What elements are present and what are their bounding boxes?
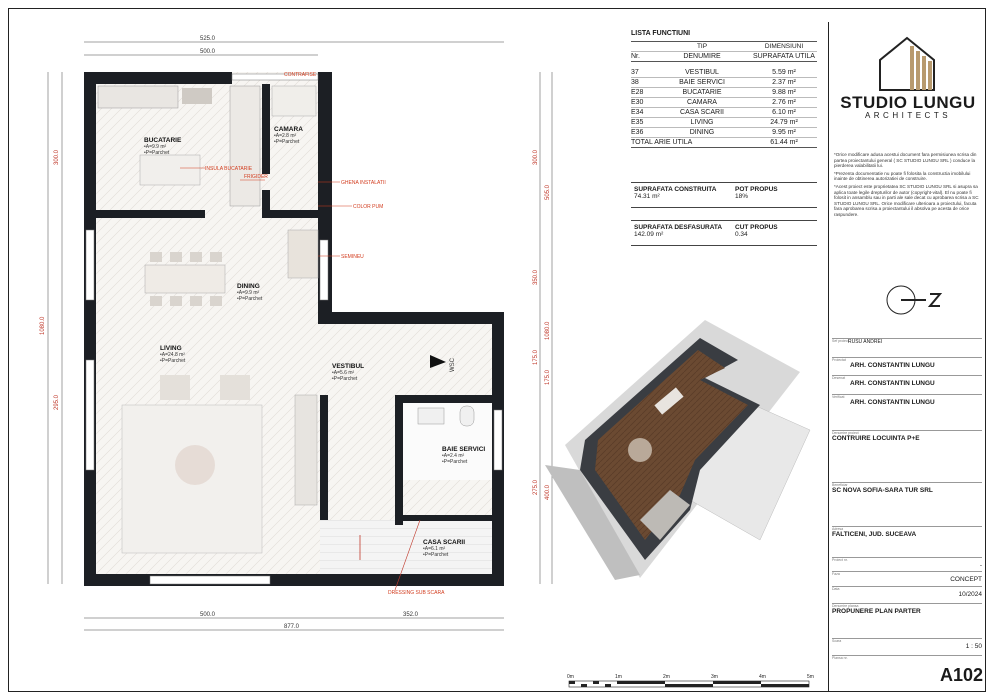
svg-text:•A=5.6 m²: •A=5.6 m² — [332, 370, 355, 376]
svg-text:4m: 4m — [759, 674, 766, 680]
note-dressing: DRESSING SUB SCARA — [388, 590, 445, 596]
svg-text:LIVING: LIVING — [160, 345, 182, 352]
svg-text:0m: 0m — [567, 674, 574, 680]
table-header-row: TIP DIMENSIUNI — [631, 41, 817, 52]
table-header-row: Nr. DENUMIRE SUPRAFATA UTILA — [631, 52, 817, 62]
svg-text:BAIE SERVICI: BAIE SERVICI — [442, 446, 486, 453]
field-sef-proiect: Sef proiect RUSU ANDREI — [832, 338, 982, 345]
north-arrow-icon — [886, 283, 946, 317]
divider — [631, 182, 817, 183]
dim-left-1: 300.0 — [54, 149, 60, 165]
svg-text:CASA SCARII: CASA SCARII — [423, 539, 466, 546]
divider — [631, 245, 817, 246]
stat-pot: POT PROPUS 18% — [735, 186, 778, 200]
legal-notes: *Orice modificare adusa acestui document fara permisiunea scrisa din partea proiectantului general ( SC STUDIO LUNGU SRL ) conduce la pierderea valabilitatii lui. *Prezenta documentatie nu poate fi folosita la constructia imobilului inainte de obtinerea autorizatiei de construire. *Acest proiect este proprietatea SC STUDIO LUNGU SRL si asupra sa aplica toate legile drepturilor de autor (copyright-vital). El nu poate fi folosit in ansamblu sau in parti ale sale decat cu aprobarea scrisa a SC STUDIO LUNGU SRL. Orice modificare ulterioara a proiectului, facuta fara aprobarea scrisa a proiectantului il absolva pe acesta de orice raspundere. — [834, 152, 979, 217]
brand-name: STUDIO LUNGU — [840, 93, 976, 112]
dim-right-5: 175.0 — [545, 369, 551, 385]
dim-top-inner: 500.0 — [200, 49, 216, 55]
field-denumire-plansa: Denumire plansa PROPUNERE PLAN PARTER — [832, 603, 982, 615]
svg-text:VESTIBUL: VESTIBUL — [332, 363, 365, 370]
field-verificat: Verificat ARH. CONSTANTIN LUNGU — [832, 394, 982, 406]
svg-text:•P=Parchet: •P=Parchet — [423, 552, 449, 558]
note-color-pum: COLOR PUM — [353, 204, 384, 210]
dim-right-4: 175.0 — [533, 349, 539, 365]
svg-text:•P=Parchet: •P=Parchet — [332, 376, 358, 382]
dim-bottom-1: 500.0 — [200, 612, 216, 618]
svg-text:•A=9.9 m²: •A=9.9 m² — [237, 290, 260, 296]
stat-sc: SUPRAFATA CONSTRUITA 74.31 m² — [634, 186, 717, 200]
wall-label: WSC — [450, 358, 456, 372]
field-plansa-nr: Plansa nr. — [832, 655, 982, 657]
field-scara: Scara 1 : 50 — [832, 639, 982, 650]
dim-bottom-2: 352.0 — [403, 612, 419, 618]
table-row: E30 CAMARA 2.76 m² — [631, 98, 817, 108]
svg-text:•A=24.8 m²: •A=24.8 m² — [160, 352, 185, 358]
svg-text:1m: 1m — [615, 674, 622, 680]
svg-text:•P=Parchet: •P=Parchet — [237, 296, 263, 302]
svg-text:•A=9.9 m²: •A=9.9 m² — [144, 144, 167, 150]
svg-text:•P=Parchet: •P=Parchet — [144, 150, 170, 156]
field-adresa: Adresa FALTICENI, JUD. SUCEAVA — [832, 526, 982, 538]
table-row: 38 BAIE SERVICI 2.37 m² — [631, 78, 817, 88]
field-desenat: Desenat ARH. CONSTANTIN LUNGU — [832, 375, 982, 387]
studio-logo-icon — [872, 34, 942, 92]
svg-text:3m: 3m — [711, 674, 718, 680]
table-row: E34 CASA SCARII 6.10 m² — [631, 108, 817, 118]
svg-text:•P=Parchet: •P=Parchet — [274, 139, 300, 145]
svg-text:•P=Parchet: •P=Parchet — [442, 459, 468, 465]
functions-table — [631, 30, 817, 148]
room-dining — [237, 283, 263, 302]
dim-top-overall: 525.0 — [200, 36, 216, 42]
dim-right-7: 400.0 — [545, 484, 551, 500]
svg-text:5m: 5m — [807, 674, 814, 680]
svg-text:•P=Parchet: •P=Parchet — [160, 358, 186, 364]
note-contrafise: CONTRAFISE — [284, 72, 317, 78]
table-row: E36 DINING 9.95 m² — [631, 128, 817, 138]
svg-text:BUCATARIE: BUCATARIE — [144, 137, 182, 144]
field-denumire-proiect: Denumire proiect CONTRUIRE LOCUINTA P+E — [832, 430, 982, 442]
scale-bar — [565, 672, 825, 692]
isometric-render — [545, 320, 810, 580]
svg-text:•A=2.4 m²: •A=2.4 m² — [442, 453, 465, 459]
svg-text:•A=6.1 m²: •A=6.1 m² — [423, 546, 446, 552]
dim-left-2: 295.0 — [54, 394, 60, 410]
note-semineu: SEMINEU — [341, 254, 364, 260]
dim-right-2: 505.0 — [545, 184, 551, 200]
dim-right-3: 350.0 — [533, 269, 539, 285]
field-proiect-nr: Proiect nr. - — [832, 558, 982, 569]
field-data: Data 10/2024 — [832, 587, 982, 598]
note-frigider: FRIGIDER — [244, 174, 268, 180]
dim-right-overall: 1080.0 — [545, 321, 551, 340]
svg-text:DINING: DINING — [237, 283, 260, 290]
stat-sd: SUPRAFATA DESFASURATA 142.09 m² — [634, 224, 723, 238]
field-proiectat: Proiectat ARH. CONSTANTIN LUNGU — [832, 357, 982, 369]
table-row: 37 VESTIBUL 5.59 m² — [631, 68, 817, 78]
brand-sub: ARCHITECTS — [864, 111, 952, 120]
note-insula: INSULA BUCATARIE — [205, 166, 253, 172]
table-total-row: TOTAL ARIE UTILA 61.44 m² — [631, 138, 817, 148]
table-row: E35 LIVING 24.79 m² — [631, 118, 817, 128]
table-row: E28 BUCATARIE 9.88 m² — [631, 88, 817, 98]
dim-right-6: 275.0 — [533, 479, 539, 495]
svg-text:2m: 2m — [663, 674, 670, 680]
field-beneficiar: Beneficiar SC NOVA SOFIA-SARA TUR SRL — [832, 482, 982, 494]
svg-text:•A=2.8 m²: •A=2.8 m² — [274, 133, 297, 139]
sheet-number: A102 — [940, 665, 984, 685]
divider — [631, 207, 817, 208]
svg-text:CAMARA: CAMARA — [274, 126, 303, 133]
functions-title: LISTA FUNCTIUNI — [631, 30, 691, 37]
divider — [631, 220, 817, 221]
dim-right-1: 300.0 — [533, 149, 539, 165]
stat-cut: CUT PROPUS 0.34 — [735, 224, 778, 238]
dim-left-overall: 1080.0 — [40, 316, 46, 335]
dim-bottom-overall: 877.0 — [284, 624, 300, 630]
note-ghena: GHENA INSTALATII — [341, 180, 386, 186]
field-faza: Faza CONCEPT — [832, 572, 982, 583]
brand-block — [836, 93, 980, 120]
